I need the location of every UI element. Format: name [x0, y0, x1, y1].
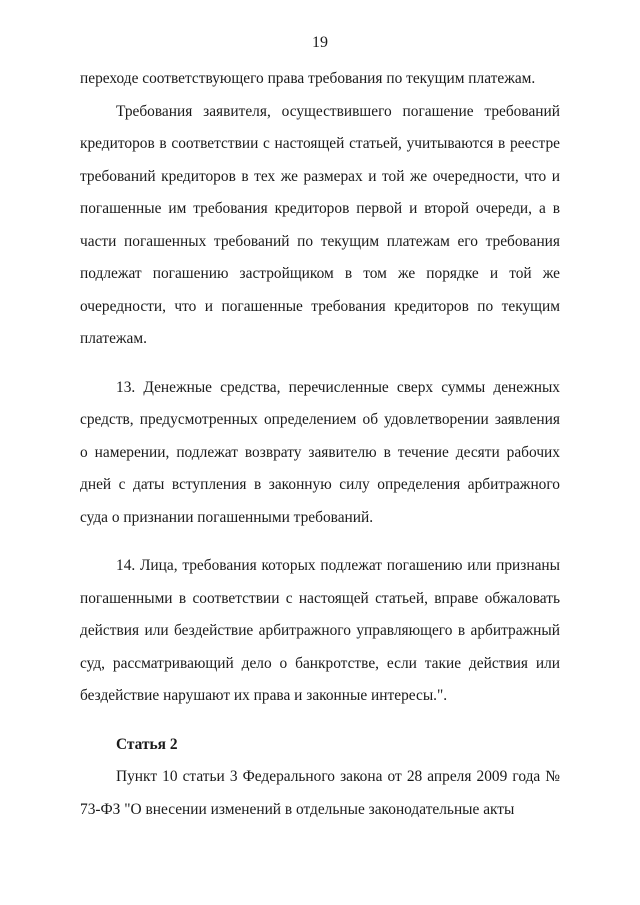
paragraph-applicant-claims: Требования заявителя, осуществившего погашение требований кредиторов в соответствии с настоящей статьей, учитываются в реестре требований кредиторов в тех же размерах и той же очередности, что и погашенные им требования кредиторов первой и второй очереди, а в части погашенных требований по текущим платежам его требования подлежат погашению застройщиком в том же порядке и той же очередности, что и погашенные требования кредиторов по текущим платежам.: [80, 102, 560, 347]
article-heading: Статья 2: [116, 735, 178, 753]
page-number: 19: [312, 34, 328, 51]
paragraph-item-13: 13. Денежные средства, перечисленные сверх суммы денежных средств, предусмотренных определением об удовлетворении заявления о намерении, подлежат возврату заявителю в течение десяти рабочих дней с даты вступления в законную силу определения арбитражного суда о признании погашенными требований.: [80, 378, 560, 526]
document-body: [80, 63, 560, 826]
paragraph-continuation: переходе соответствующего права требования по текущим платежам.: [80, 70, 536, 87]
paragraph-article-2: Пункт 10 статьи 3 Федерального закона от 28 апреля 2009 года № 73-ФЗ "О внесении изменений в отдельные законодательные акты: [80, 768, 560, 818]
paragraph-item-14: 14. Лица, требования которых подлежат погашению или признаны погашенными в соответствии с настоящей статьей, вправе обжаловать действия или бездействие арбитражного управляющего в арбитражный суд, рассматривающий дело о банкротстве, если такие действия или бездействие нарушают их права и законные интересы.".: [80, 557, 560, 704]
